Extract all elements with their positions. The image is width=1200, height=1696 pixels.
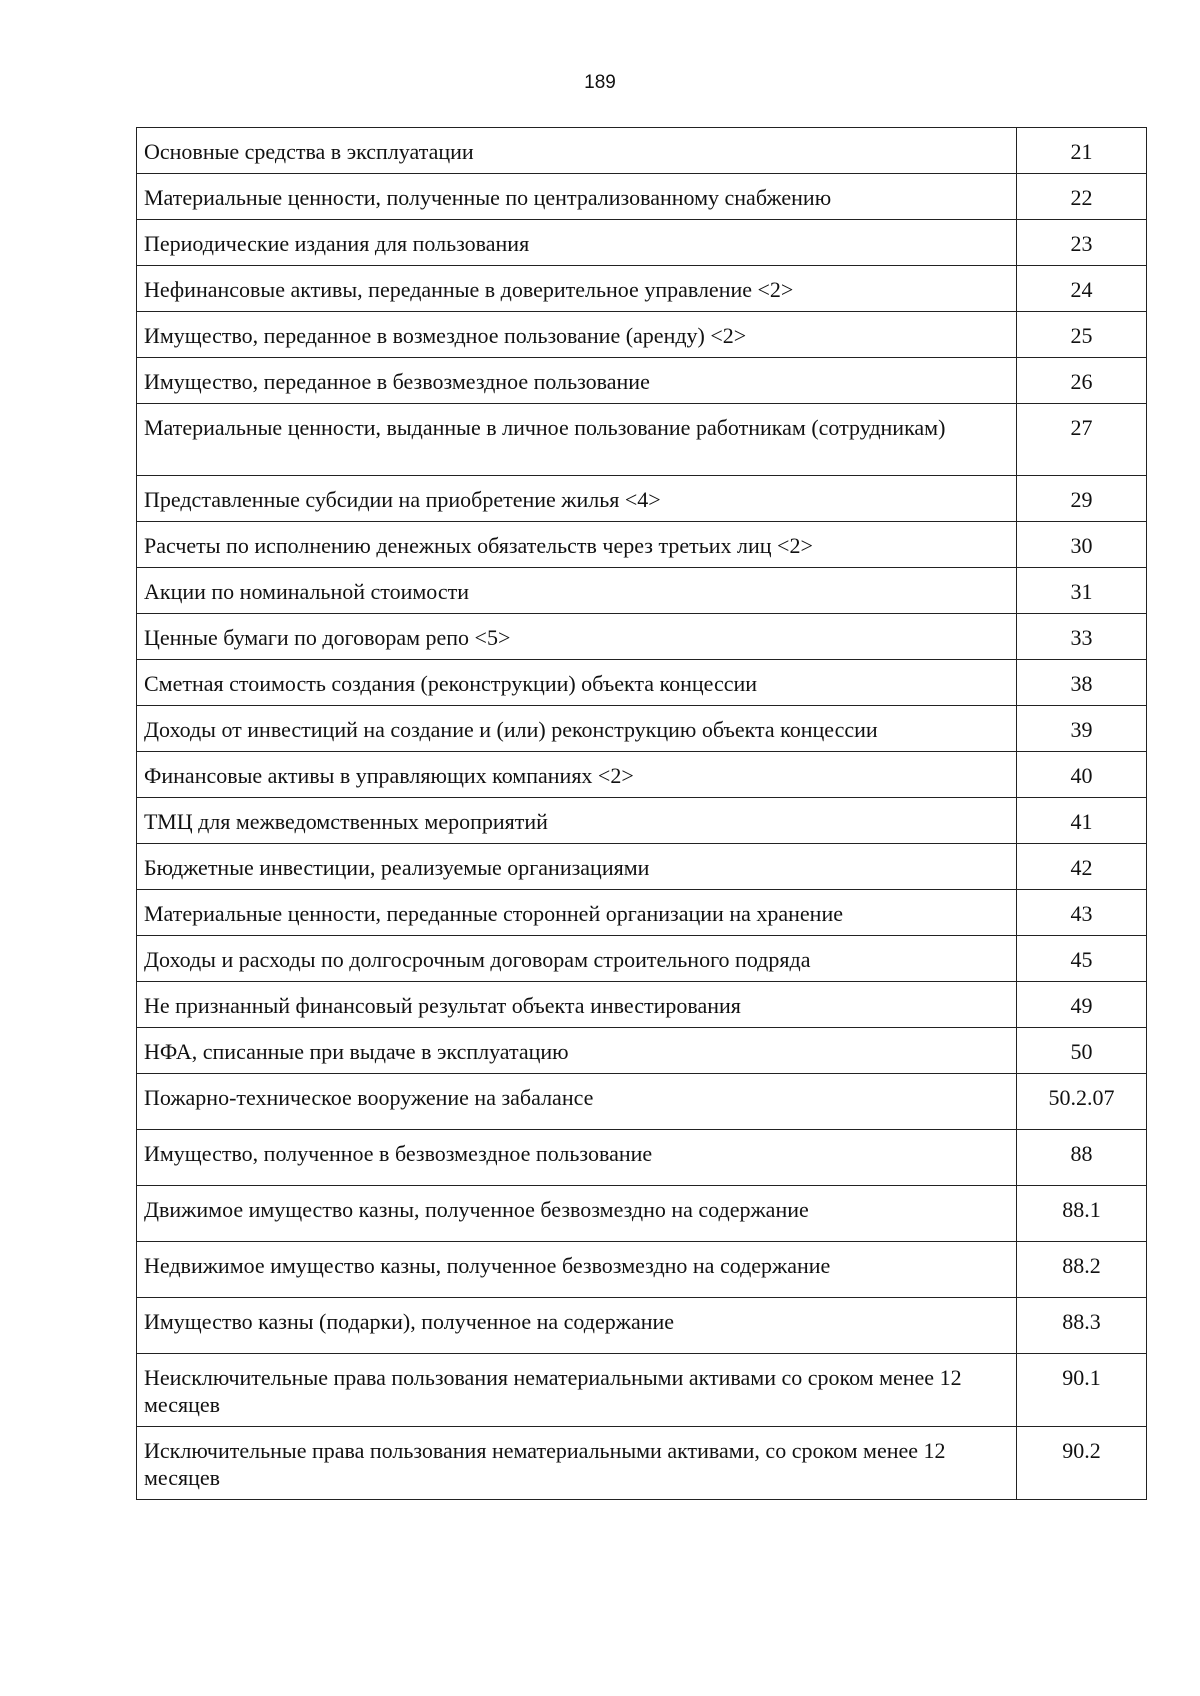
table-row (137, 404, 1147, 476)
table-row (137, 1186, 1147, 1242)
account-code-cell: 88 (1017, 1130, 1147, 1186)
account-name-cell: Периодические издания для пользования (137, 220, 1017, 266)
table-row (137, 752, 1147, 798)
table-row (137, 522, 1147, 568)
account-code-cell: 43 (1017, 890, 1147, 936)
page-number: 189 (584, 72, 616, 93)
account-code-cell: 50 (1017, 1028, 1147, 1074)
account-code-cell: 50.2.07 (1017, 1074, 1147, 1130)
table-row (137, 982, 1147, 1028)
account-name-cell: Неисключительные права пользования нематериальными активами со сроком менее 12 месяцев (137, 1354, 1017, 1427)
account-name-cell: Недвижимое имущество казны, полученное безвозмездно на содержание (137, 1242, 1017, 1298)
account-name-cell: Пожарно-техническое вооружение на забалансе (137, 1074, 1017, 1130)
table-row (137, 936, 1147, 982)
table-row (137, 1028, 1147, 1074)
account-code-cell: 88.2 (1017, 1242, 1147, 1298)
account-code-cell: 42 (1017, 844, 1147, 890)
table-row (137, 476, 1147, 522)
account-name-cell: Имущество, полученное в безвозмездное пользование (137, 1130, 1017, 1186)
account-code-cell: 88.1 (1017, 1186, 1147, 1242)
account-code-cell: 26 (1017, 358, 1147, 404)
account-name-cell: Нефинансовые активы, переданные в доверительное управление <2> (137, 266, 1017, 312)
account-name-cell: Движимое имущество казны, полученное безвозмездно на содержание (137, 1186, 1017, 1242)
table-row (137, 660, 1147, 706)
table-row (137, 220, 1147, 266)
account-code-cell: 90.1 (1017, 1354, 1147, 1427)
account-code-cell: 38 (1017, 660, 1147, 706)
account-name-cell: Материальные ценности, переданные сторонней организации на хранение (137, 890, 1017, 936)
table-row (137, 312, 1147, 358)
account-code-cell: 90.2 (1017, 1427, 1147, 1500)
account-name-cell: Сметная стоимость создания (реконструкции) объекта концессии (137, 660, 1017, 706)
account-code-cell: 49 (1017, 982, 1147, 1028)
account-name-cell: Имущество казны (подарки), полученное на содержание (137, 1298, 1017, 1354)
table-row (137, 890, 1147, 936)
account-code-cell: 33 (1017, 614, 1147, 660)
account-name-cell: Представленные субсидии на приобретение жилья <4> (137, 476, 1017, 522)
table-row (137, 1074, 1147, 1130)
account-name-cell: Расчеты по исполнению денежных обязательств через третьих лиц <2> (137, 522, 1017, 568)
accounts-table-body (137, 128, 1147, 1500)
table-row (137, 614, 1147, 660)
account-code-cell: 27 (1017, 404, 1147, 476)
account-code-cell: 39 (1017, 706, 1147, 752)
account-name-cell: Имущество, переданное в безвозмездное пользование (137, 358, 1017, 404)
table-row (137, 1298, 1147, 1354)
accounts-table (136, 127, 1147, 1500)
account-name-cell: Исключительные права пользования нематериальными активами, со сроком менее 12 месяцев (137, 1427, 1017, 1500)
account-code-cell: 30 (1017, 522, 1147, 568)
table-row (137, 174, 1147, 220)
account-name-cell: Ценные бумаги по договорам репо <5> (137, 614, 1017, 660)
account-name-cell: Материальные ценности, полученные по централизованному снабжению (137, 174, 1017, 220)
account-code-cell: 24 (1017, 266, 1147, 312)
account-code-cell: 22 (1017, 174, 1147, 220)
account-name-cell: Доходы и расходы по долгосрочным договорам строительного подряда (137, 936, 1017, 982)
account-code-cell: 29 (1017, 476, 1147, 522)
account-code-cell: 41 (1017, 798, 1147, 844)
account-name-cell: Доходы от инвестиций на создание и (или) реконструкцию объекта концессии (137, 706, 1017, 752)
account-code-cell: 88.3 (1017, 1298, 1147, 1354)
account-name-cell: Бюджетные инвестиции, реализуемые организациями (137, 844, 1017, 890)
account-name-cell: Не признанный финансовый результат объекта инвестирования (137, 982, 1017, 1028)
account-name-cell: Имущество, переданное в возмездное пользование (аренду) <2> (137, 312, 1017, 358)
table-row (137, 266, 1147, 312)
table-row (137, 798, 1147, 844)
account-code-cell: 40 (1017, 752, 1147, 798)
table-row (137, 568, 1147, 614)
account-name-cell: Финансовые активы в управляющих компаниях <2> (137, 752, 1017, 798)
table-row (137, 706, 1147, 752)
account-name-cell: Основные средства в эксплуатации (137, 128, 1017, 174)
table-row (137, 844, 1147, 890)
table-row (137, 358, 1147, 404)
account-code-cell: 21 (1017, 128, 1147, 174)
table-row (137, 1130, 1147, 1186)
account-name-cell: НФА, списанные при выдаче в эксплуатацию (137, 1028, 1017, 1074)
table-row (137, 1427, 1147, 1500)
account-name-cell: Акции по номинальной стоимости (137, 568, 1017, 614)
account-name-cell: ТМЦ для межведомственных мероприятий (137, 798, 1017, 844)
account-code-cell: 45 (1017, 936, 1147, 982)
account-code-cell: 23 (1017, 220, 1147, 266)
account-code-cell: 31 (1017, 568, 1147, 614)
table-row (137, 1354, 1147, 1427)
account-name-cell: Материальные ценности, выданные в личное пользование работникам (сотрудникам) (137, 404, 1017, 476)
account-code-cell: 25 (1017, 312, 1147, 358)
table-row (137, 128, 1147, 174)
table-row (137, 1242, 1147, 1298)
